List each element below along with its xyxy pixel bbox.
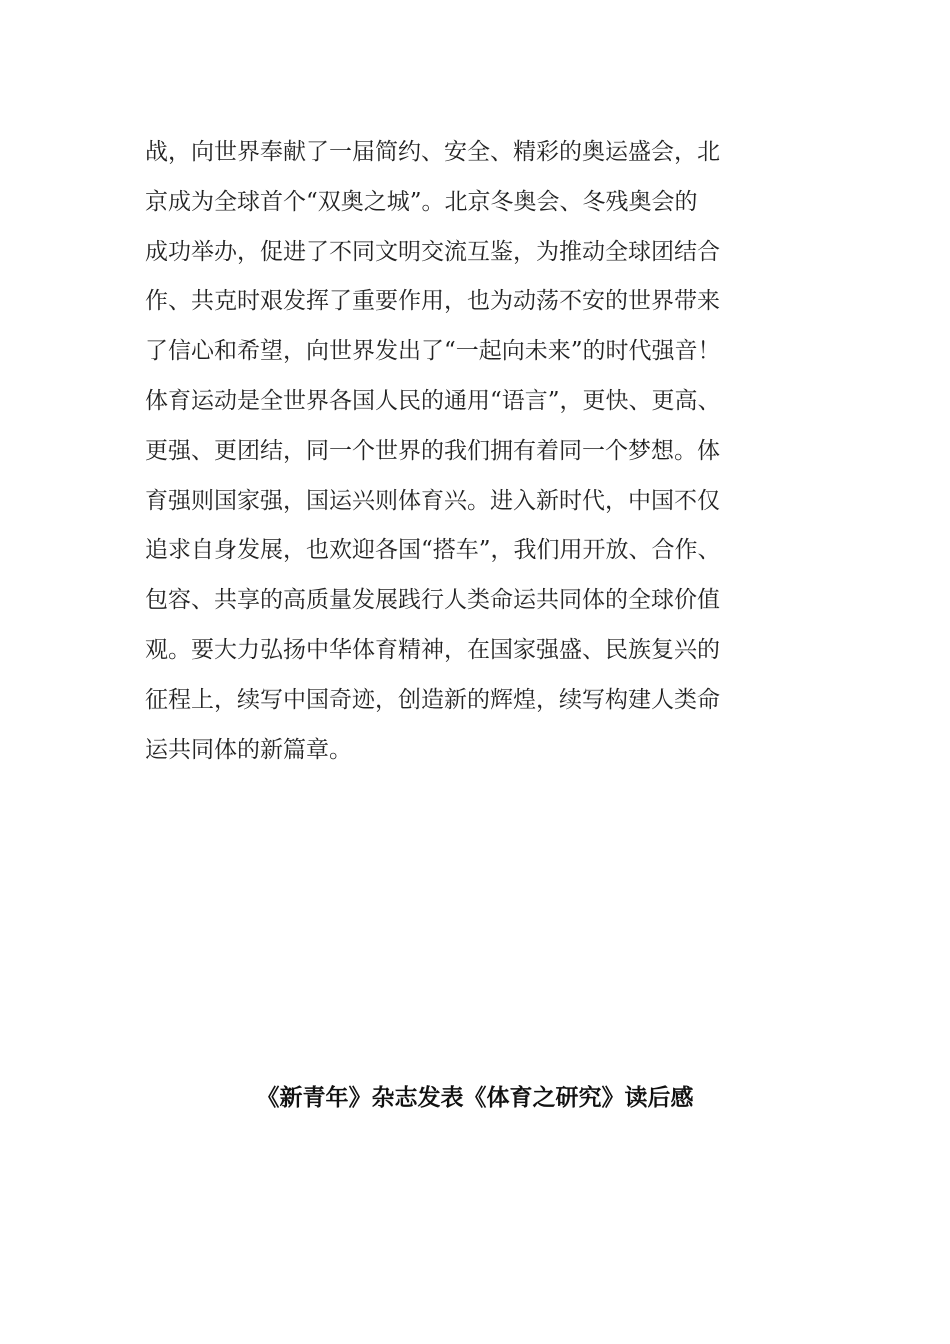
paragraph-line: 作、共克时艰发挥了重要作用，也为动荡不安的世界带来 [145, 288, 720, 315]
paragraph-line: 体育运动是全世界各国人民的通用“语言”，更快、更高、 [145, 387, 721, 414]
paragraph-line: 战，向世界奉献了一届简约、安全、精彩的奥运盛会，北 [145, 139, 720, 165]
paragraph-line: 追求自身发展，也欢迎各国“搭车”，我们用开放、合作、 [145, 537, 721, 564]
paragraph-line: 更强、更团结，同一个世界的我们拥有着同一个梦想。体 [145, 437, 720, 464]
paragraph-line: 育强则国家强，国运兴则体育兴。进入新时代，中国不仅 [145, 487, 720, 514]
body-paragraph [145, 128, 805, 775]
paragraph-line: 运共同体的新篇章。 [145, 736, 352, 763]
paragraph-line: 了信心和希望，向世界发出了“一起向未来”的时代强音！ [145, 338, 721, 365]
paragraph-line: 成功举办，促进了不同文明交流互鉴，为推动全球团结合 [145, 238, 720, 265]
paragraph-line: 征程上，续写中国奇迹，创造新的辉煌，续写构建人类命 [145, 686, 720, 713]
article-title: 《新青年》杂志发表《体育之研究》读后感 [256, 1084, 694, 1111]
paragraph-line: 京成为全球首个“双奥之城”。北京冬奥会、冬残奥会的 [145, 188, 698, 215]
paragraph-line: 观。要大力弘扬中华体育精神，在国家强盛、民族复兴的 [145, 636, 720, 663]
paragraph-line: 包容、共享的高质量发展践行人类命运共同体的全球价值 [145, 587, 720, 614]
